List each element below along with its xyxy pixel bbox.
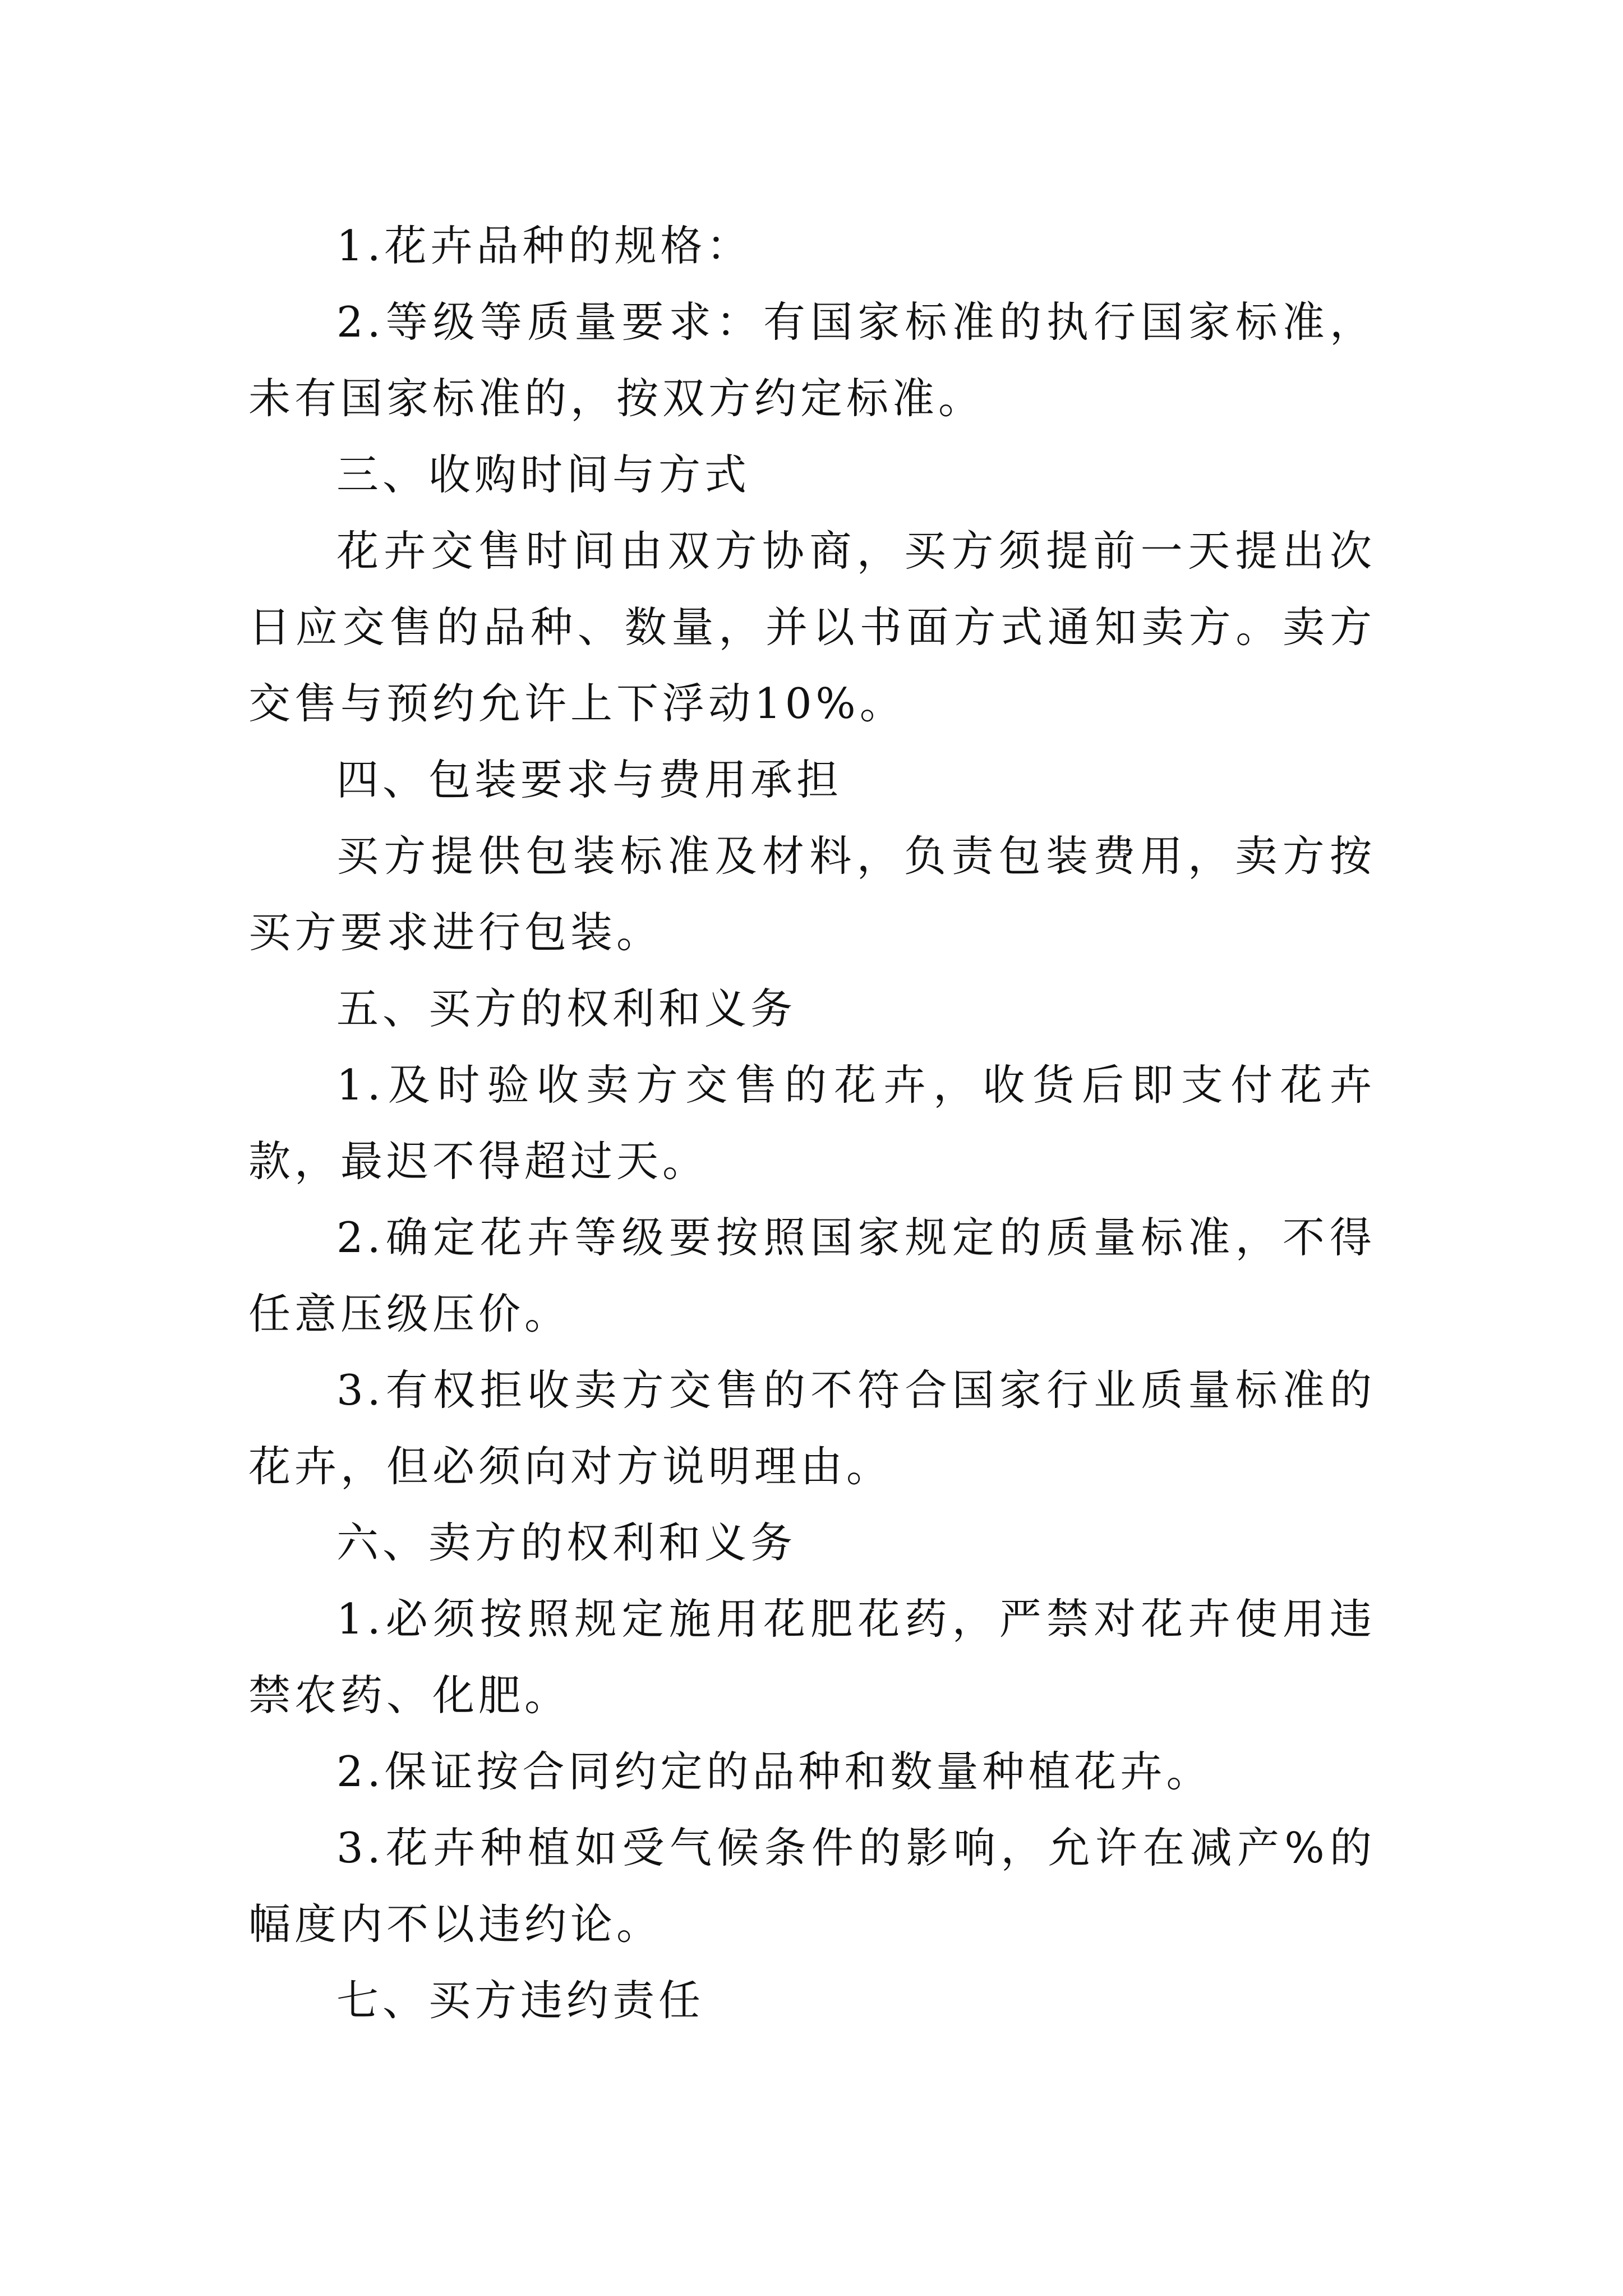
- paragraph-packaging: 买方提供包装标准及材料，负责包装费用，卖方按买方要求进行包装。: [248, 831, 1376, 957]
- paragraph-purchase-time: 花卉交售时间由双方协商，买方须提前一天提出次日应交售的品种、数量，并以书面方式通知卖方。卖方交售与预约允许上下浮动10%。: [248, 526, 1376, 728]
- paragraph-seller-right-3: 3.花卉种植如受气候条件的影响，允许在减产%的幅度内不以违约论。: [248, 1823, 1376, 1949]
- paragraph-seller-right-1: 1.必须按照规定施用花肥花药，严禁对花卉使用违禁农药、化肥。: [248, 1594, 1376, 1720]
- section-heading-buyer-rights: 五、买方的权利和义务: [336, 984, 797, 1033]
- section-heading-seller-rights: 六、卖方的权利和义务: [336, 1518, 797, 1567]
- paragraph-buyer-right-3: 3.有权拒收卖方交售的不符合国家行业质量标准的花卉，但必须向对方说明理由。: [248, 1365, 1376, 1491]
- paragraph-buyer-right-2: 2.确定花卉等级要按照国家规定的质量标准，不得任意压级压价。: [248, 1213, 1376, 1338]
- document-body: [248, 208, 1376, 2039]
- paragraph-buyer-right-1: 1.及时验收卖方交售的花卉，收货后即支付花卉款，最迟不得超过天。: [248, 1060, 1376, 1186]
- paragraph-variety-spec: 1.花卉品种的规格：: [336, 221, 753, 270]
- paragraph-seller-right-2: 2.保证按合同约定的品种和数量种植花卉。: [336, 1747, 1212, 1796]
- paragraph-quality-requirements: 2.等级等质量要求：有国家标准的执行国家标准，未有国家标准的，按双方约定标准。: [248, 297, 1376, 423]
- section-heading-purchase-time: 三、收购时间与方式: [336, 450, 751, 499]
- section-heading-buyer-liability: 七、买方违约责任: [336, 1976, 705, 2025]
- section-heading-packaging: 四、包装要求与费用承担: [336, 755, 843, 804]
